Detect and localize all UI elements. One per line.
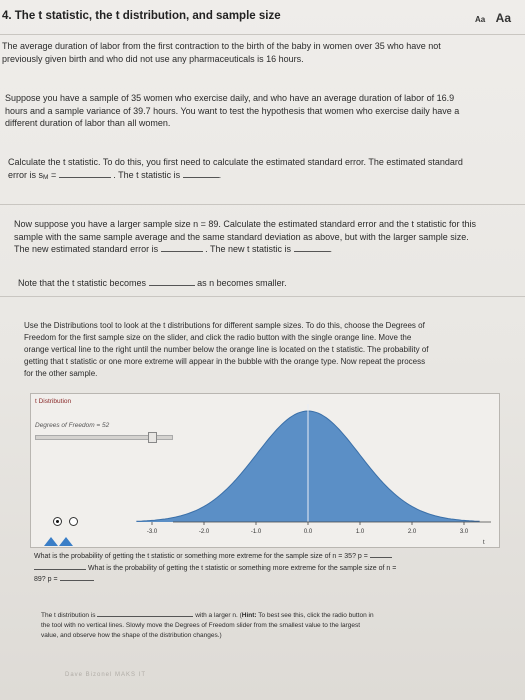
orange-line-handle-icon[interactable]: [44, 537, 58, 546]
question-5: The t distribution is with a larger n. (Hint: To best see this, click the radio button in the tool with no vertical lines. Slowly move the Degrees of Freedom slider from the smallest value to the largest value, and observe how the shape of the distribution changes.): [41, 612, 374, 639]
t-statistic-input[interactable]: [183, 169, 219, 178]
distributions-tool: [30, 393, 500, 548]
axis-tick-label: 2.0: [407, 529, 417, 535]
question-1: Calculate the t statistic. To do this, you first need to calculate the estimated standard error. The estimated standard error is sM = . The t statistic is .: [8, 157, 463, 181]
divider: [0, 204, 525, 205]
question-4: What is the probability of getting the t statistic or something more extreme for the sample size of n = 35? p = What is the probability of getting the t statistic or something more extreme for the sample size of n = 89? p =: [34, 553, 397, 583]
font-size-controls: [475, 9, 511, 27]
decrease-font-button[interactable]: Aa: [474, 15, 486, 24]
p-value-n35-input[interactable]: [370, 551, 392, 558]
distribution-shape-dropdown[interactable]: [97, 610, 193, 617]
radio-no-lines[interactable]: [69, 517, 78, 526]
t-statistic-change-dropdown[interactable]: [149, 277, 195, 286]
question-2: Now suppose you have a larger sample size n = 89. Calculate the estimated standard error and the t statistic for this sample with the same sample average and the same standard deviation as above, but with the larger sample size. The new estimated standard error is . The new t statistic is .: [14, 219, 476, 254]
increase-font-button[interactable]: Aa: [495, 11, 511, 25]
new-t-statistic-input[interactable]: [294, 243, 330, 252]
axis-tick-label: 0.0: [303, 529, 313, 535]
blue-line-handle-icon[interactable]: [59, 537, 73, 546]
new-standard-error-input[interactable]: [161, 243, 203, 252]
radio-single-line[interactable]: [53, 517, 62, 526]
scenario-paragraph: Suppose you have a sample of 35 women who exercise daily, and who have an average duration of labor of 16.9 hours and a sample variance of 39.7 hours. You want to test the hypothesis that women who exercise daily have a different duration of labor than all women.: [5, 93, 460, 128]
header-divider: [0, 34, 525, 35]
p-value-n89-input[interactable]: [60, 574, 94, 581]
axis-tick-label: 3.0: [459, 529, 469, 535]
question-title: 4. The t statistic, the t distribution, and sample size: [2, 10, 281, 22]
axis-variable: t: [483, 540, 485, 546]
question-header: [0, 8, 525, 30]
divider: [0, 296, 525, 297]
p-value-n35-answer[interactable]: [34, 563, 86, 570]
tool-instructions: Use the Distributions tool to look at the t distributions for different sample sizes. To do this, choose the Degrees of Freedom for the first sample size on the slider, and click the radio button with the single orange line. Move the orange vertical line to the right until the number below the orange line is located on the t statistic. The probability of getting that t statistic or one more extreme will appear in the bubble with the orange type. Now repeat the process for the other sample.: [24, 321, 429, 378]
axis-tick-label: 1.0: [355, 529, 365, 535]
publisher-logo: Dave Bizonel MAKS IT: [65, 672, 147, 678]
question-3: Note that the t statistic becomes as n becomes smaller.: [18, 278, 287, 288]
t-distribution-plot: [31, 394, 501, 549]
axis-ticks: [147, 522, 469, 535]
intro-paragraph: The average duration of labor from the first contraction to the birth of the baby in women over 35 who have not previously given birth and who did not use any pharmaceuticals is 16 hours.: [2, 41, 441, 64]
axis-tick-label: -3.0: [146, 529, 158, 535]
axis-tick-label: -2.0: [198, 529, 210, 535]
standard-error-input[interactable]: [59, 169, 111, 178]
tool-title: t Distribution: [35, 398, 72, 405]
axis-tick-label: -1.0: [250, 529, 262, 535]
degrees-of-freedom-label: Degrees of Freedom = 52: [35, 422, 110, 429]
